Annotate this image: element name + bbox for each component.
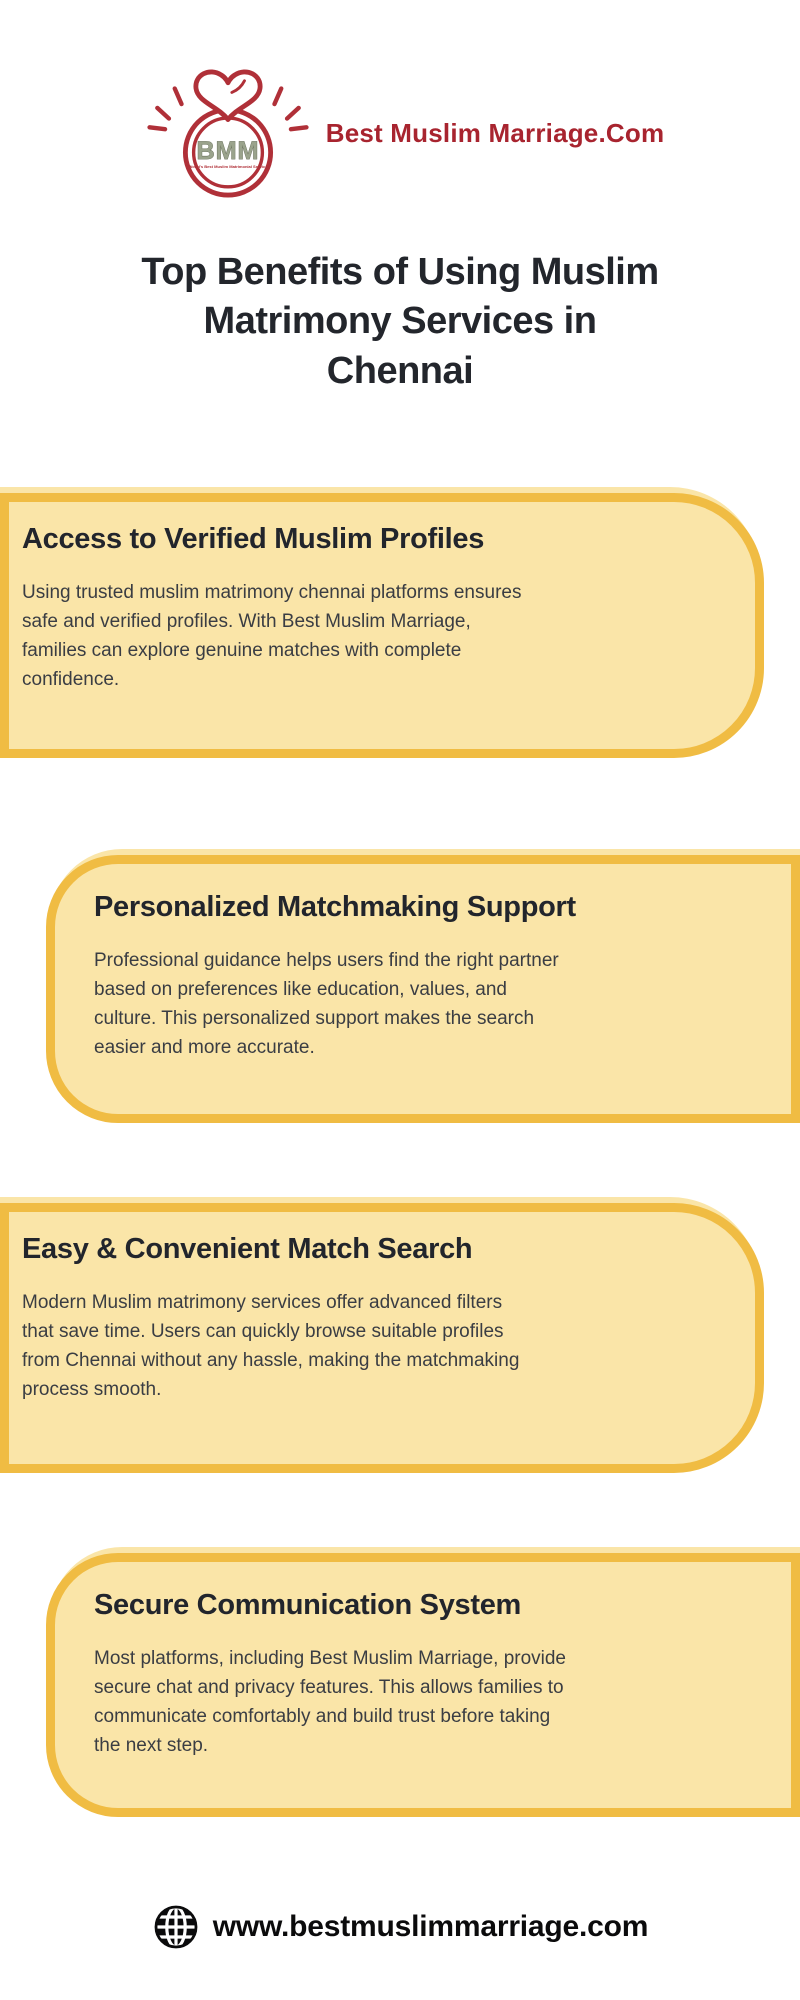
card-body: Modern Muslim matrimony services offer advanced filters that save time. Users can quickly browse suitable profiles from Chennai without any hassle, making the matchmaking process smooth. xyxy=(22,1292,520,1400)
logo-monogram: BMM xyxy=(196,137,260,166)
sparkle-left-icon xyxy=(149,89,181,130)
page-title xyxy=(0,248,800,396)
benefit-card-verified-profiles xyxy=(0,493,764,758)
card-heading: Easy & Convenient Match Search xyxy=(22,1233,473,1265)
brand-name: Best Muslim Marriage.Com xyxy=(325,117,665,148)
benefit-card-match-search xyxy=(0,1203,764,1473)
brand-header xyxy=(0,62,800,210)
title-line: Matrimony Services in xyxy=(203,300,597,343)
benefit-card-secure-communication xyxy=(46,1553,800,1817)
card-heading: Access to Verified Muslim Profiles xyxy=(22,523,485,555)
website-url: www.bestmuslimmarriage.com xyxy=(212,1910,649,1943)
card-body: Most platforms, including Best Muslim Marriage, provide secure chat and privacy features. This allows families to communicate comfortably and build trust before taking the next step. xyxy=(94,1648,567,1756)
card-heading: Personalized Matchmaking Support xyxy=(94,891,576,923)
sparkle-right-icon xyxy=(274,89,306,130)
title-line: Chennai xyxy=(326,349,474,392)
globe-icon xyxy=(152,1903,200,1951)
card-body: Professional guidance helps users find the right partner based on preferences like education, values, and culture. This personalized support makes the search easier and more accurate. xyxy=(94,950,559,1058)
footer xyxy=(0,1903,800,1951)
heart-ring-logo-icon xyxy=(136,62,320,210)
card-body: Using trusted muslim matrimony chennai platforms ensures safe and verified profiles. With Best Muslim Marriage, families can explore genuine matches with complete confidence. xyxy=(22,582,522,690)
heart-icon xyxy=(196,72,260,120)
card-heading: Secure Communication System xyxy=(94,1589,522,1621)
logo-tagline: World's Best Muslim Matrimonial Service xyxy=(188,163,268,169)
benefit-card-matchmaking-support xyxy=(46,855,800,1123)
title-line: Top Benefits of Using Muslim xyxy=(141,251,659,293)
